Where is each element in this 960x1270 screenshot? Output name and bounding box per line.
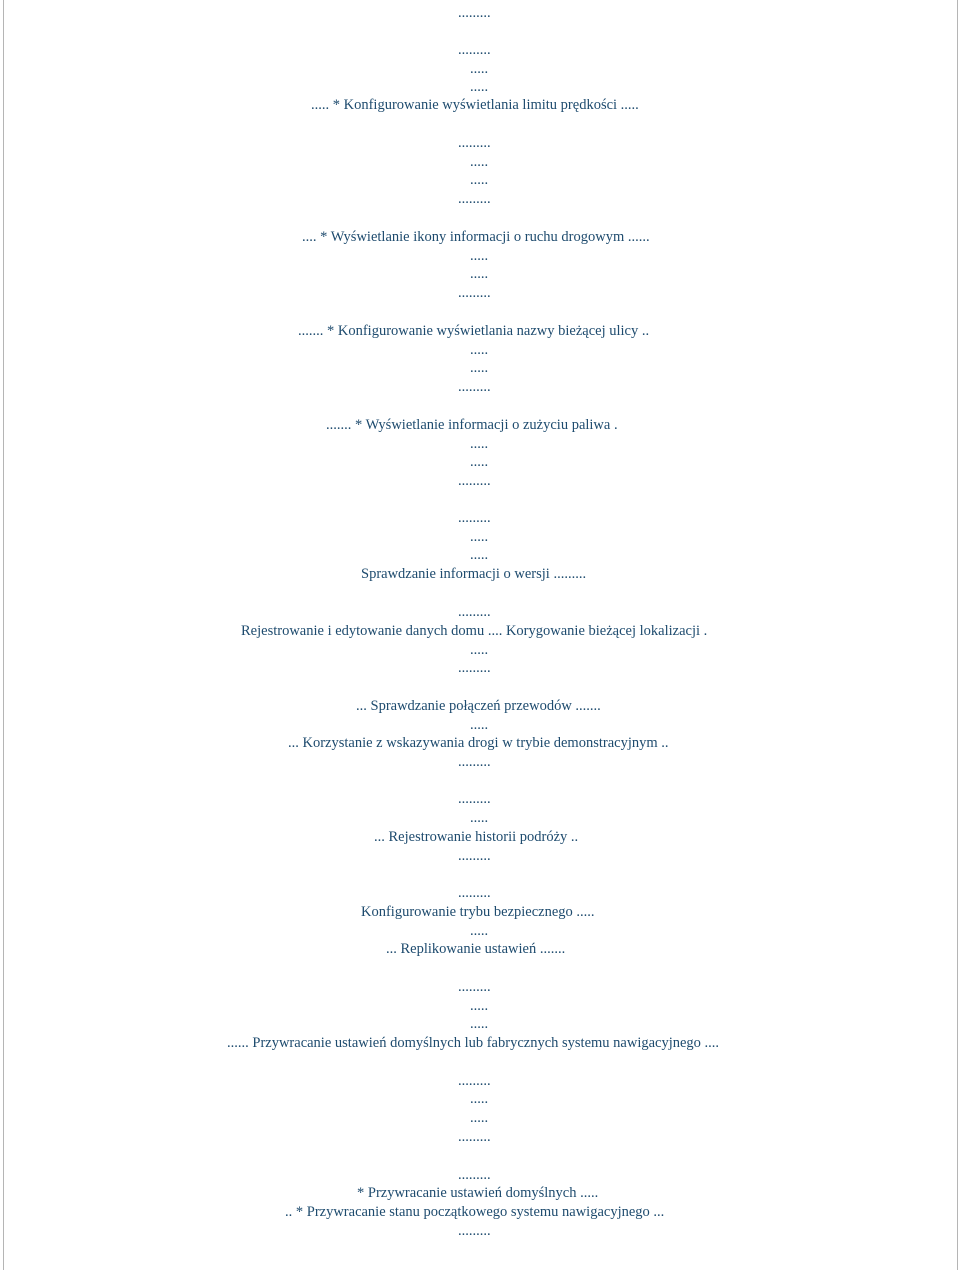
toc-line: ....... * Konfigurowanie wyświetlania nazwy bieżącej ulicy .. xyxy=(298,323,650,339)
toc-line: ......... xyxy=(458,848,491,864)
toc-line: ... Korzystanie z wskazywania drogi w trybie demonstracyjnym .. xyxy=(288,735,669,751)
toc-line: ......... xyxy=(458,5,491,21)
toc-line: ......... xyxy=(458,791,491,807)
toc-line: ..... xyxy=(470,342,489,358)
toc-line: ......... xyxy=(458,754,491,770)
toc-line: ..... xyxy=(470,998,489,1014)
toc-line: ....... * Wyświetlanie informacji o zużyciu paliwa . xyxy=(326,417,618,433)
toc-line: * Przywracanie ustawień domyślnych ..... xyxy=(357,1185,599,1201)
toc-line: .... * Wyświetlanie ikony informacji o ruchu drogowym ...... xyxy=(302,229,650,245)
toc-line: Konfigurowanie trybu bezpiecznego ..... xyxy=(361,904,595,920)
toc-line: ... Rejestrowanie historii podróży .. xyxy=(374,829,579,845)
toc-line: ..... xyxy=(470,923,489,939)
toc-line: ..... xyxy=(470,172,489,188)
toc-line: ......... xyxy=(458,660,491,676)
page-left-border xyxy=(3,0,4,1270)
toc-line: ..... xyxy=(470,454,489,470)
toc-line: .. * Przywracanie stanu początkowego systemu nawigacyjnego ... xyxy=(285,1204,665,1220)
toc-line: ......... xyxy=(458,1129,491,1145)
toc-line: ......... xyxy=(458,285,491,301)
toc-line: ... Sprawdzanie połączeń przewodów ....... xyxy=(356,698,601,714)
toc-line: ...... Przywracanie ustawień domyślnych lub fabrycznych systemu nawigacyjnego .... xyxy=(227,1035,720,1051)
toc-line: Rejestrowanie i edytowanie danych domu .... Korygowanie bieżącej lokalizacji . xyxy=(241,623,708,639)
toc-line: ......... xyxy=(458,885,491,901)
toc-line: Sprawdzanie informacji o wersji ......... xyxy=(361,566,587,582)
toc-line: ......... xyxy=(458,42,491,58)
toc-line: ..... xyxy=(470,360,489,376)
toc-line: ......... xyxy=(458,979,491,995)
toc-line: ......... xyxy=(458,1223,491,1239)
toc-line: ..... xyxy=(470,79,489,95)
toc-line: ..... xyxy=(470,436,489,452)
toc-line: ......... xyxy=(458,191,491,207)
toc-line: ......... xyxy=(458,1167,491,1183)
toc-line: ......... xyxy=(458,1073,491,1089)
toc-line: ......... xyxy=(458,510,491,526)
toc-line: ..... xyxy=(470,810,489,826)
toc-line: ......... xyxy=(458,135,491,151)
toc-line: ..... xyxy=(470,248,489,264)
toc-line: ..... xyxy=(470,529,489,545)
toc-line: ... Replikowanie ustawień ....... xyxy=(386,941,566,957)
toc-line: ..... xyxy=(470,1016,489,1032)
toc-line: ......... xyxy=(458,379,491,395)
toc-line: ..... xyxy=(470,1091,489,1107)
toc-line: ..... xyxy=(470,717,489,733)
page-right-border xyxy=(957,0,958,1270)
toc-line: ..... xyxy=(470,154,489,170)
toc-line: ..... xyxy=(470,642,489,658)
toc-line: ..... xyxy=(470,61,489,77)
toc-line: ..... * Konfigurowanie wyświetlania limitu prędkości ..... xyxy=(311,97,639,113)
toc-line: ......... xyxy=(458,604,491,620)
toc-line: ..... xyxy=(470,547,489,563)
toc-line: ..... xyxy=(470,1110,489,1126)
toc-line: ......... xyxy=(458,473,491,489)
toc-line: ..... xyxy=(470,266,489,282)
